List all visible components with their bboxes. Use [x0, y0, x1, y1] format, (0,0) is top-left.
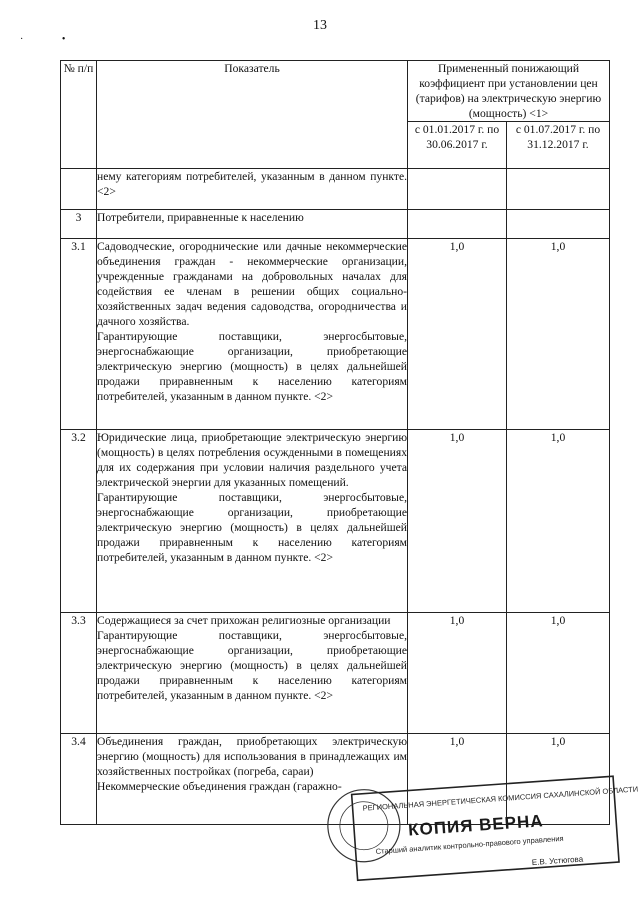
- stamp-signer: Е.В. Устюгова: [531, 854, 584, 868]
- row-value-2: [507, 210, 610, 239]
- row-value-1: 1,0: [408, 430, 507, 613]
- header-coefficient: Примененный понижающий коэффициент при установлении цен (тарифов) на электрическую энергию (мощность) <1>: [408, 61, 610, 122]
- row-value-2: [507, 169, 610, 210]
- row-paragraph: Гарантирующие поставщики, энергосбытовые, энергоснабжающие организации, приобретающие электрическую энергию (мощность) в целях дальнейшей продажи приравненным к населению категориям потребителей, указанным в данном пункте. <2>: [97, 629, 407, 702]
- row-value-2: 1,0: [507, 430, 610, 613]
- row-value-1: 1,0: [408, 613, 507, 734]
- table-row: [61, 430, 610, 613]
- header-period-1: с 01.01.2017 г. по 30.06.2017 г.: [408, 122, 507, 169]
- row-num: 3.2: [61, 430, 97, 613]
- row-paragraph: Объединения граждан, приобретающих электрическую энергию (мощность) для использования в принадлежащих им хозяйственных постройках (погреба, сараи): [97, 735, 407, 778]
- row-num: [61, 169, 97, 210]
- row-indicator: [97, 169, 408, 210]
- row-value-1: 1,0: [408, 734, 507, 825]
- header-indicator: Показатель: [97, 61, 408, 169]
- row-num: 3: [61, 210, 97, 239]
- row-num: 3.4: [61, 734, 97, 825]
- stamp-title: КОПИЯ ВЕРНА: [407, 811, 545, 840]
- tariff-table: [60, 60, 610, 825]
- row-paragraph: Гарантирующие поставщики, энергосбытовые, энергоснабжающие организации, приобретающие электрическую энергию (мощность) в целях дальнейшей продажи приравненным к населению категориям потребителей, указанным в данном пункте. <2>: [97, 491, 407, 564]
- table-row: [61, 613, 610, 734]
- row-value-1: 1,0: [408, 239, 507, 430]
- row-paragraph: Садоводческие, огороднические или дачные некоммерческие объединения граждан - некоммерческие организации, учрежденные гражданами на добровольных началах для содействия ее членам в решении общих социально-хозяйственных задач ведения садоводства, огородничества и дачного хозяйства.: [97, 240, 407, 328]
- row-value-1: [408, 210, 507, 239]
- row-paragraph: Потребители, приравненные к населению: [97, 211, 304, 224]
- stamp-authority: РЕГИОНАЛЬНАЯ ЭНЕРГЕТИЧЕСКАЯ КОМИССИЯ САХАЛИНСКОЙ ОБЛАСТИ: [362, 784, 639, 813]
- row-paragraph: Юридические лица, приобретающие электрическую энергию (мощность) в целях потребления осужденными в помещениях для их содержания при условии наличия раздельного учета электрической энергии для указанных помещений.: [97, 431, 407, 489]
- row-paragraph: нему категориям потребителей, указанным в данном пункте. <2>: [97, 170, 407, 198]
- row-paragraph: Некоммерческие объединения граждан (гаражно-: [97, 780, 342, 793]
- table-row: [61, 734, 610, 825]
- table-row: [61, 239, 610, 430]
- row-indicator: [97, 210, 408, 239]
- row-num: 3.1: [61, 239, 97, 430]
- row-paragraph: Гарантирующие поставщики, энергосбытовые, энергоснабжающие организации, приобретающие электрическую энергию (мощность) в целях дальнейшей продажи приравненным к населению категориям потребителей, указанным в данном пункте. <2>: [97, 330, 407, 403]
- header-period-2: с 01.07.2017 г. по 31.12.2017 г.: [507, 122, 610, 169]
- row-indicator: [97, 734, 408, 825]
- row-value-2: 1,0: [507, 239, 610, 430]
- row-value-2: 1,0: [507, 734, 610, 825]
- row-paragraph: Содержащиеся за счет прихожан религиозные организации: [97, 614, 391, 627]
- table-row: [61, 210, 610, 239]
- stamp-department: Старший аналитик контрольно-правового управления: [375, 833, 564, 856]
- row-value-1: [408, 169, 507, 210]
- table-row: [61, 169, 610, 210]
- row-num: 3.3: [61, 613, 97, 734]
- scan-specks: · •: [20, 34, 84, 45]
- row-value-2: 1,0: [507, 613, 610, 734]
- header-num: № п/п: [61, 61, 97, 169]
- page-number: 13: [313, 18, 327, 33]
- row-indicator: [97, 430, 408, 613]
- row-indicator: [97, 613, 408, 734]
- row-indicator: [97, 239, 408, 430]
